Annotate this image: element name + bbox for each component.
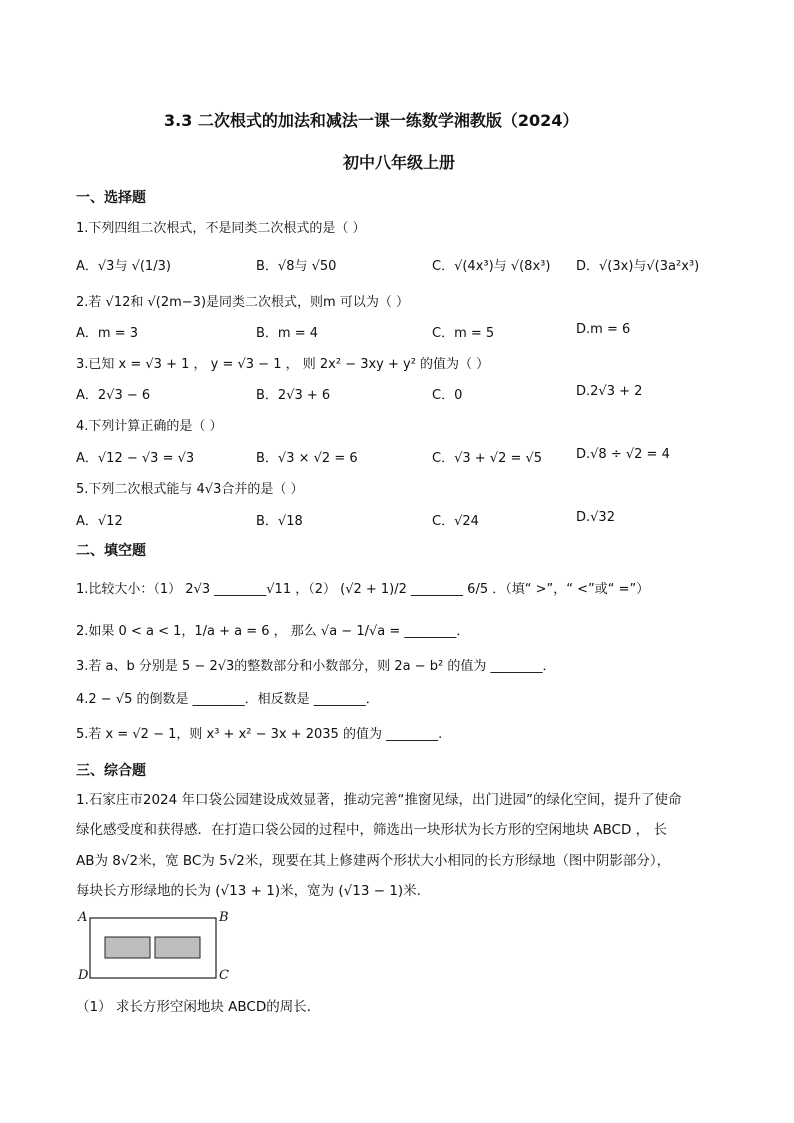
option-c: C．√(4x³)与 √(8x³) <box>432 259 551 274</box>
option-b: B．√3 × √2 = 6 <box>256 451 358 466</box>
paragraph-line: AB为 8√2米，宽 BC为 5√2米，现要在其上修建两个形状大小相同的长方形绿地（图中阴影部分）， <box>76 853 671 869</box>
vertex-label-b: B <box>219 910 229 925</box>
fill-question: 2.如果 0 < a < 1，1/a + a = 6 ， 那么 √a − 1/√a = ________． <box>76 624 470 639</box>
vertex-label-a: A <box>78 910 88 925</box>
option-d: D.m = 6 <box>576 322 631 337</box>
option-b: B．√8与 √50 <box>256 259 337 274</box>
section-heading-comprehensive: 三、综合题 <box>76 763 146 779</box>
section-heading-fill: 二、填空题 <box>76 543 146 559</box>
question-stem: 1.下列四组二次根式，不是同类二次根式的是（ ） <box>76 221 366 236</box>
sub-question: （1） 求长方形空闲地块 ABCD的周长． <box>76 999 321 1015</box>
option-a: A．√3与 √(1/3) <box>76 259 171 274</box>
rectangle-figure <box>78 910 238 985</box>
option-d: D.√32 <box>576 510 615 525</box>
page-subtitle: 初中八年级上册 <box>343 153 456 172</box>
question-stem: 2.若 √12和 √(2m−3)是同类二次根式，则m 可以为（ ） <box>76 295 409 310</box>
section-heading-choice: 一、选择题 <box>76 190 146 206</box>
option-d: D.2√3 + 2 <box>576 384 643 399</box>
paragraph-line: 绿化感受度和获得感．在打造口袋公园的过程中，筛选出一块形状为长方形的空闲地块 ABCD ， 长 <box>76 822 667 838</box>
rectangle-diagram <box>78 910 238 985</box>
option-a: A．2√3 − 6 <box>76 388 151 403</box>
option-a: A．√12 <box>76 514 123 529</box>
option-d: D.√8 ÷ √2 = 4 <box>576 447 670 462</box>
option-b: B．2√3 + 6 <box>256 388 331 403</box>
option-a: A．√12 − √3 = √3 <box>76 451 195 466</box>
page-title: 3.3 二次根式的加法和减法一课一练数学湘教版（2024） <box>164 111 579 130</box>
vertex-label-d: D <box>78 968 89 983</box>
option-d: D．√(3x)与√(3a²x³) <box>576 259 700 274</box>
option-b: B．m = 4 <box>256 326 319 341</box>
vertex-label-c: C <box>219 968 229 983</box>
option-b: B．√18 <box>256 514 303 529</box>
fill-question: 3.若 a、b 分别是 5 − 2√3的整数部分和小数部分，则 2a − b² 的值为 ________． <box>76 659 556 674</box>
fill-question: 4.2 − √5 的倒数是 ________．相反数是 ________． <box>76 692 379 707</box>
paragraph-line: 每块长方形绿地的长为 (√13 + 1)米，宽为 (√13 − 1)米． <box>76 883 431 899</box>
green-plot-2 <box>155 937 200 958</box>
option-c: C．0 <box>432 388 463 403</box>
question-stem: 4.下列计算正确的是（ ） <box>76 419 223 434</box>
green-plot-1 <box>105 937 150 958</box>
option-a: A．m = 3 <box>76 326 138 341</box>
option-c: C．√3 + √2 = √5 <box>432 451 543 466</box>
fill-question: 1.比较大小：（1） 2√3 ________√11 ，（2） (√2 + 1)/2 ________ 6/5 ．（填“ >”，“ <”或“ =”） <box>76 582 650 597</box>
question-stem: 5.下列二次根式能与 4√3合并的是（ ） <box>76 482 304 497</box>
option-c: C．√24 <box>432 514 479 529</box>
option-c: C．m = 5 <box>432 326 495 341</box>
paragraph-line: 1.石家庄市2024 年口袋公园建设成效显著，推动完善“推窗见绿，出门进园”的绿化空间，提升了使命 <box>76 792 682 808</box>
fill-question: 5.若 x = √2 − 1，则 x³ + x² − 3x + 2035 的值为 ________. <box>76 727 443 742</box>
question-stem: 3.已知 x = √3 + 1 ， y = √3 − 1 ， 则 2x² − 3xy + y² 的值为（ ） <box>76 357 490 372</box>
